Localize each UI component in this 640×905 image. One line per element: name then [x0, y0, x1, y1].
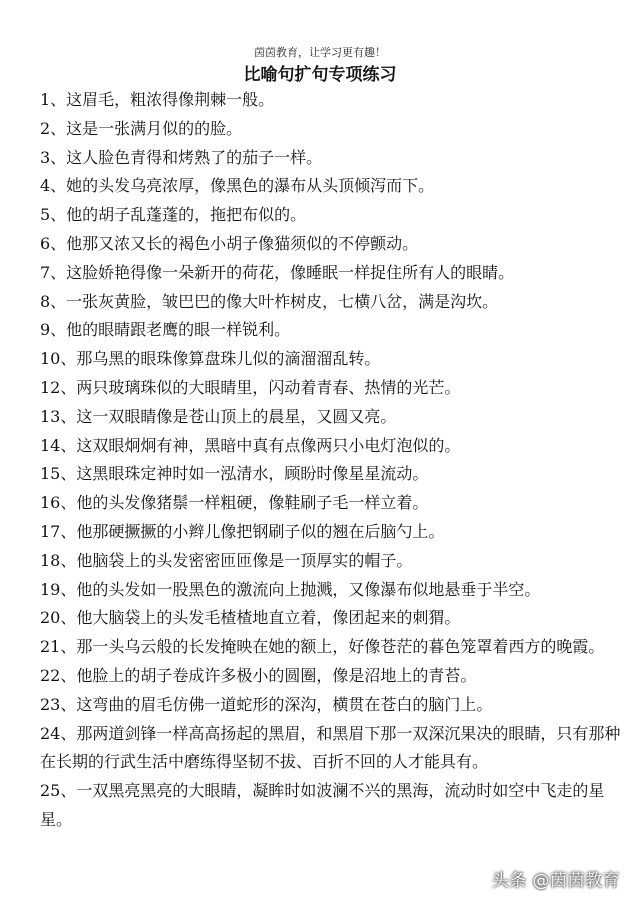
list-item: 21、那一头乌云般的长发掩映在她的额上，好像苍茫的暮色笼罩着西方的晚霞。: [40, 637, 605, 657]
list-item: 9、他的眼睛跟老鹰的眼一样锐利。: [40, 320, 291, 340]
list-item: 18、他脑袋上的头发密密匝匝像是一顶厚实的帽子。: [40, 550, 413, 570]
list-item: 10、那乌黑的眼珠像算盘珠儿似的滴溜溜乱转。: [40, 349, 381, 369]
list-item: 4、她的头发乌亮浓厚，像黑色的瀑布从头顶倾泻而下。: [40, 176, 435, 196]
list-item: 14、这双眼炯炯有神，黑暗中真有点像两只小电灯泡似的。: [40, 435, 461, 455]
list-item: 15、这黑眼珠定神时如一泓清水，顾盼时像星星流动。: [40, 464, 429, 484]
list-item: 5、他的胡子乱蓬蓬的，拖把布似的。: [40, 205, 307, 225]
list-item: 22、他脸上的胡子卷成许多极小的圆圈，像是沼地上的青苔。: [40, 665, 477, 685]
list-item: 16、他的头发像猪鬃一样粗硬，像鞋刷子毛一样立着。: [40, 493, 429, 513]
list-item: 7、这脸娇艳得像一朵新开的荷花，像睡眠一样捉住所有人的眼睛。: [40, 262, 515, 282]
list-item: 25、一双黑亮黑亮的大眼睛，凝眸时如波澜不兴的黑海，流动时如空中飞走的星星。: [40, 781, 605, 829]
header-note: 茵茵教育，让学习更有趣！: [254, 46, 386, 59]
list-item: 3、这人脸色青得和烤熟了的茄子一样。: [40, 147, 323, 167]
list-item: 24、那两道剑锋一样高高扬起的黑眉，和黑眉下那一双深沉果决的眼睛，只有那种在长期的行武生活中磨练得坚韧不拔、百折不回的人才能具有。: [40, 723, 621, 772]
list-item: 1、这眉毛，粗浓得像荆棘一般。: [40, 90, 275, 109]
list-item: 23、这弯曲的眉毛仿佛一道蛇形的深沟，横贯在苍白的脑门上。: [40, 694, 493, 714]
list-item: 19、他的头发如一股黑色的激流向上抛溅，又像瀑布似地悬垂于半空。: [40, 579, 541, 599]
list-item: 12、两只玻璃珠似的大眼睛里，闪动着青春、热情的光芒。: [40, 377, 461, 397]
list-item: 6、他那又浓又长的褐色小胡子像猫须似的不停颤动。: [40, 233, 419, 253]
list-item: 17、他那硬撅撅的小辫儿像把钢刷子似的翘在后脑勺上。: [40, 521, 445, 541]
list-item: 13、这一双眼睛像是苍山顶上的晨星，又圆又亮。: [40, 406, 397, 426]
list-item: 8、一张灰黄脸，皱巴巴的像大叶柞树皮，七横八岔，满是沟坎。: [40, 291, 499, 311]
watermark: 头条 @茵茵教育: [491, 871, 620, 891]
sentence-list: [40, 86, 625, 835]
list-item: 2、这是一张满月似的的脸。: [40, 118, 243, 138]
page-title: 比喻句扩句专项练习: [243, 65, 397, 85]
list-item: 20、他大脑袋上的头发毛楂楂地直立着，像团起来的刺猬。: [40, 608, 461, 628]
